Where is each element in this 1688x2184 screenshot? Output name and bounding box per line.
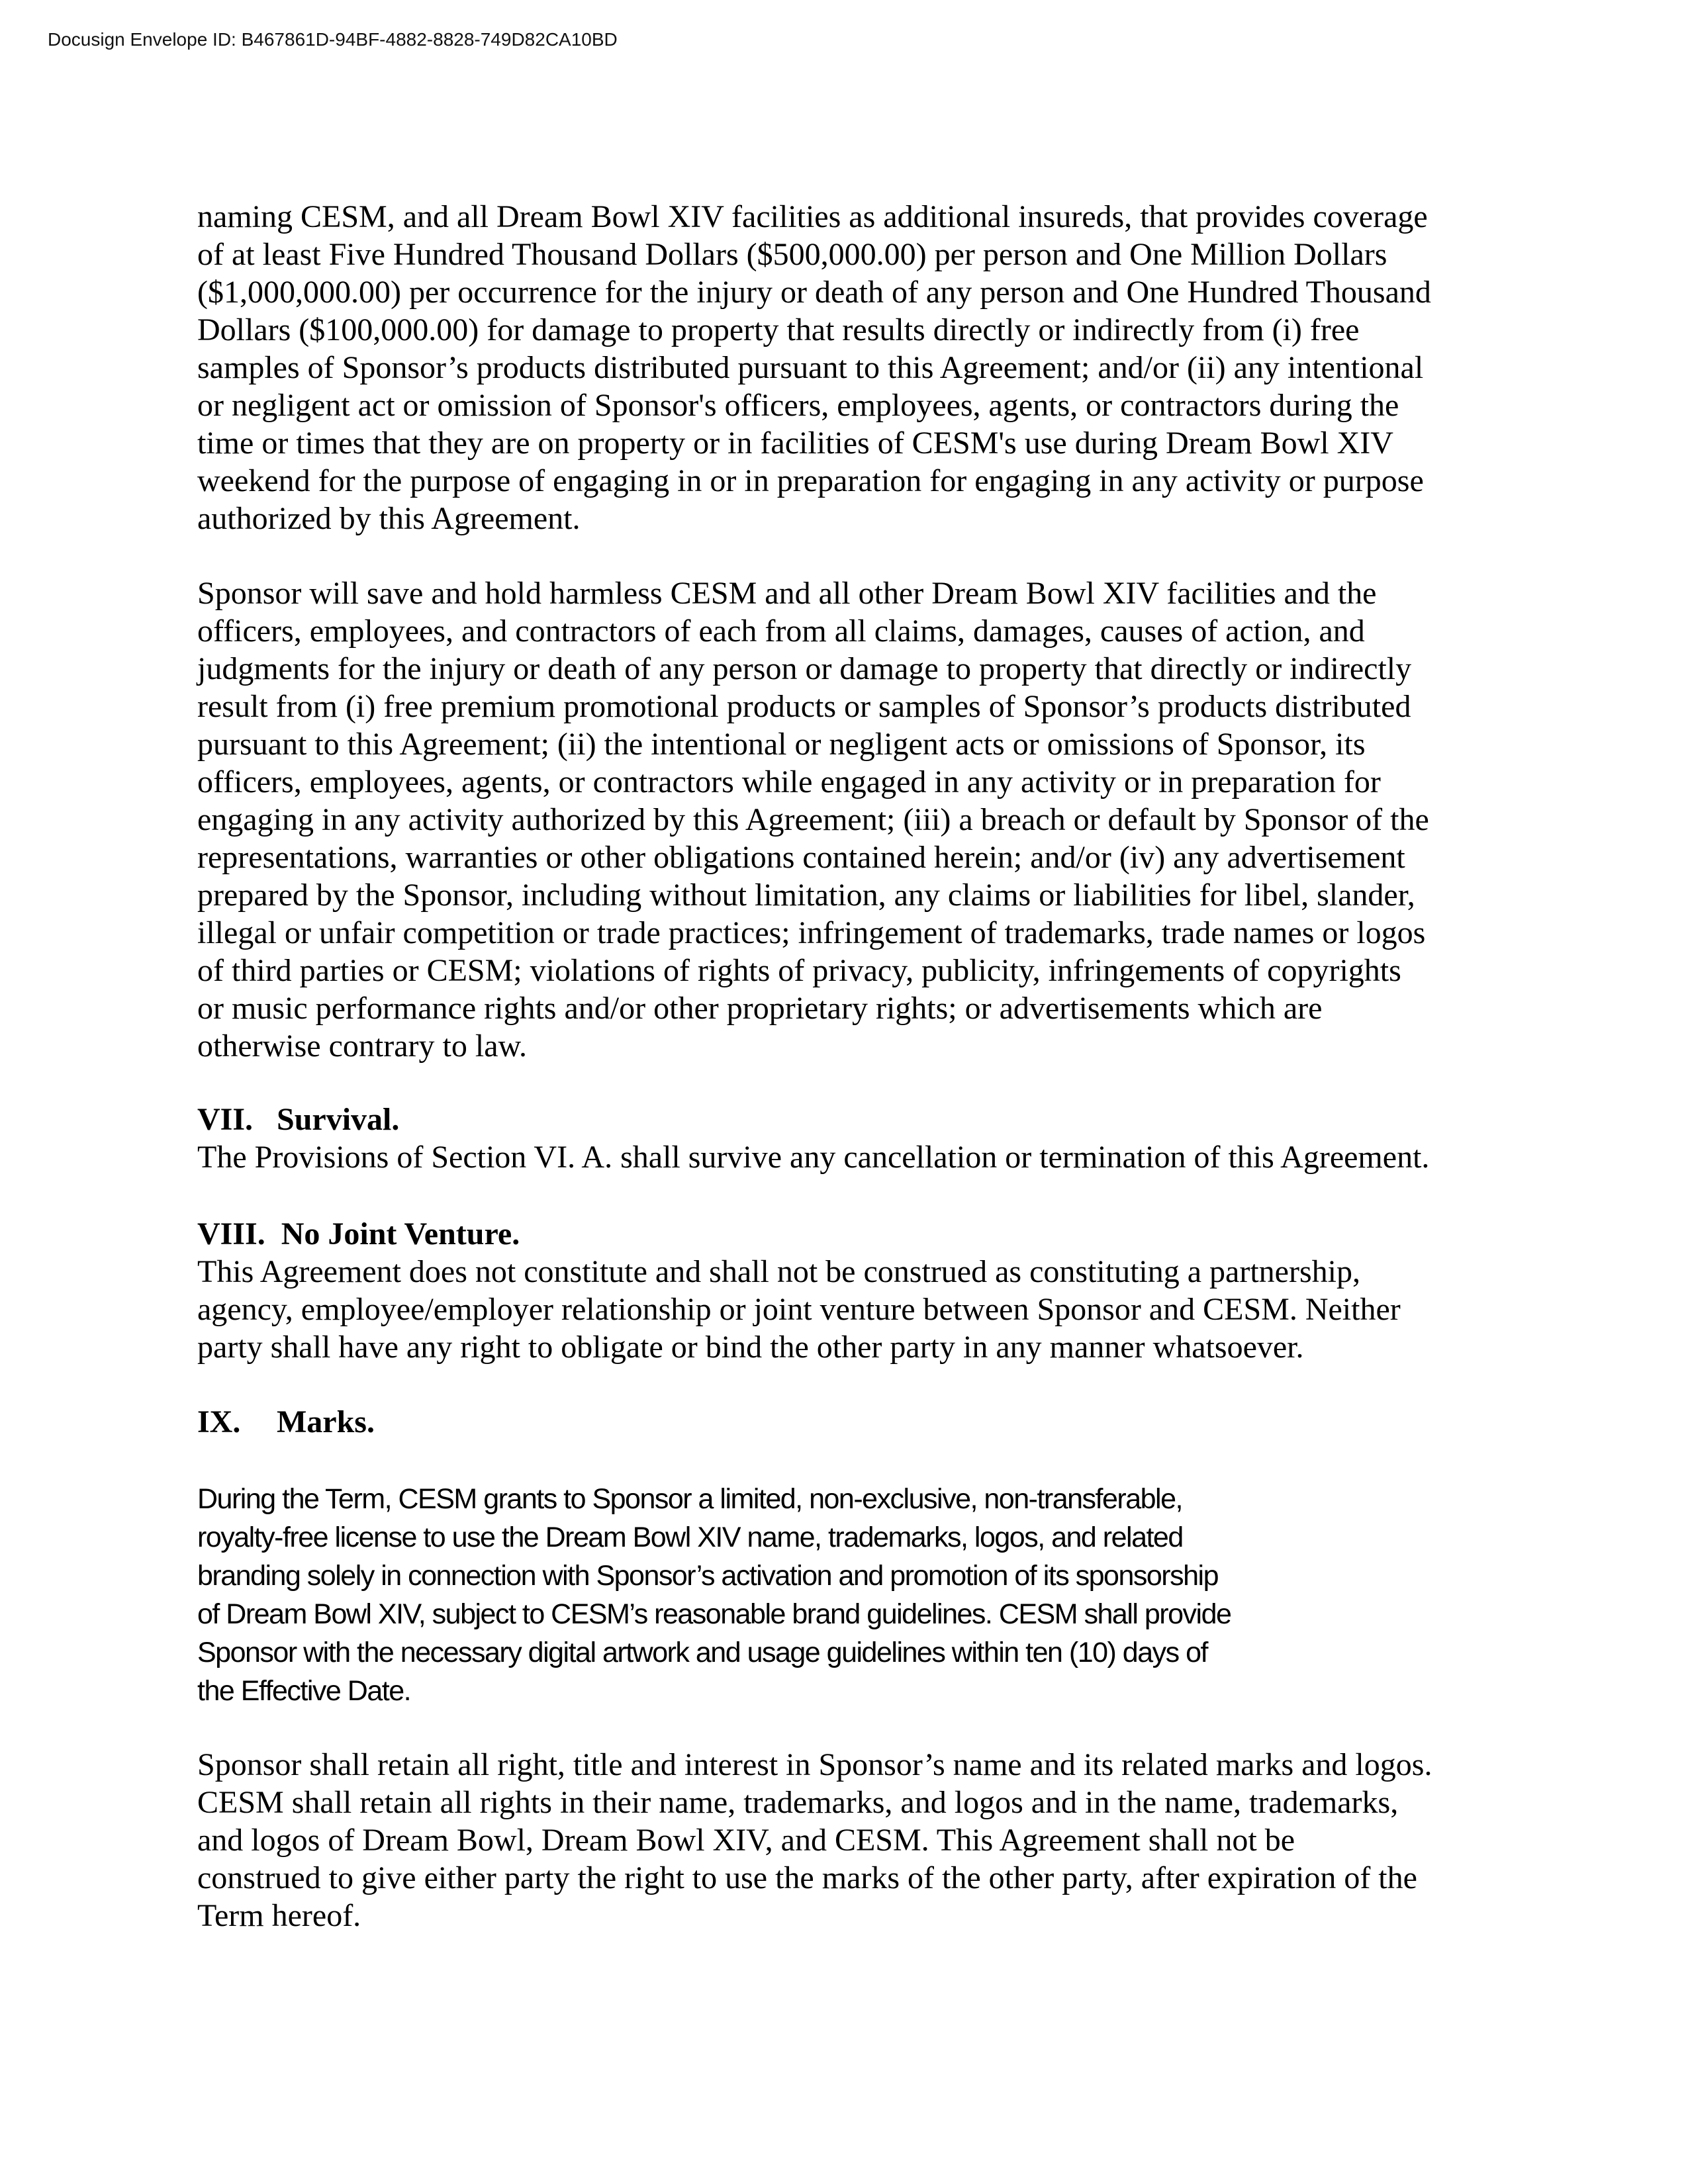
text-line: the Effective Date. [197, 1675, 411, 1707]
section-survival [197, 1101, 1495, 1176]
section-no-joint-venture [197, 1215, 1495, 1366]
section-title: No Joint Venture. [281, 1216, 520, 1251]
section-title: Survival. [277, 1102, 400, 1137]
text-line: and logos of Dream Bowl, Dream Bowl XIV, and CESM. This Agreement shall not be [197, 1823, 1295, 1858]
text-line: Sponsor with the necessary digital artwork and usage guidelines within ten (10) days of [197, 1637, 1207, 1668]
insurance-paragraph [197, 198, 1495, 537]
section-heading [197, 1101, 1495, 1138]
text-line: Sponsor will save and hold harmless CESM and all other Dream Bowl XIV facilities and the [197, 576, 1377, 611]
section-number: VII. [197, 1102, 254, 1137]
text-line: The Provisions of Section VI. A. shall survive any cancellation or termination of this Agreement. [197, 1140, 1430, 1175]
text-line: construed to give either party the right to use the marks of the other party, after expiration of the [197, 1860, 1417, 1895]
text-line: party shall have any right to obligate or bind the other party in any manner whatsoever. [197, 1330, 1304, 1365]
text-line: representations, warranties or other obligations contained herein; and/or (iv) any advertisement [197, 840, 1405, 875]
text-line: branding solely in connection with Sponsor’s activation and promotion of its sponsorship [197, 1560, 1218, 1592]
indemnification-paragraph [197, 574, 1495, 1065]
text-line: Term hereof. [197, 1898, 361, 1933]
text-line: otherwise contrary to law. [197, 1028, 528, 1064]
section-number: IX. [197, 1404, 241, 1439]
text-line: or music performance rights and/or other proprietary rights; or advertisements which are [197, 991, 1323, 1026]
section-title: Marks. [277, 1404, 375, 1439]
text-line: time or times that they are on property or in facilities of CESM's use during Dream Bowl XIV [197, 426, 1393, 461]
text-line: officers, employees, agents, or contractors while engaged in any activity or in preparation for [197, 764, 1381, 799]
text-line: agency, employee/employer relationship or joint venture between Sponsor and CESM. Neither [197, 1292, 1401, 1327]
text-line: or negligent act or omission of Sponsor's officers, employees, agents, or contractors during the [197, 388, 1399, 423]
text-line: samples of Sponsor’s products distributed pursuant to this Agreement; and/or (ii) any intentional [197, 350, 1424, 385]
text-line: pursuant to this Agreement; (ii) the intentional or negligent acts or omissions of Sponsor, its [197, 727, 1366, 762]
text-line: This Agreement does not constitute and shall not be construed as constituting a partnership, [197, 1254, 1360, 1289]
text-line: Sponsor shall retain all right, title and interest in Sponsor’s name and its related marks and logos. [197, 1747, 1432, 1782]
text-line: officers, employees, and contractors of each from all claims, damages, causes of action, and [197, 614, 1365, 649]
section-marks [197, 1403, 1495, 1441]
text-line: authorized by this Agreement. [197, 501, 581, 536]
text-line: weekend for the purpose of engaging in or in preparation for engaging in any activity or purpose [197, 463, 1424, 498]
text-line: CESM shall retain all rights in their name, trademarks, and logos and in the name, trademarks, [197, 1785, 1399, 1820]
section-heading [197, 1403, 1495, 1441]
text-line: of at least Five Hundred Thousand Dollars ($500,000.00) per person and One Million Dollars [197, 237, 1387, 272]
text-line: prepared by the Sponsor, including without limitation, any claims or liabilities for libel, slander, [197, 878, 1415, 913]
text-line: naming CESM, and all Dream Bowl XIV facilities as additional insureds, that provides coverage [197, 199, 1428, 234]
text-line: During the Term, CESM grants to Sponsor a limited, non-exclusive, non-transferable, [197, 1483, 1182, 1515]
text-line: of Dream Bowl XIV, subject to CESM’s reasonable brand guidelines. CESM shall provide [197, 1598, 1231, 1630]
text-line: of third parties or CESM; violations of rights of privacy, publicity, infringements of copyrights [197, 953, 1401, 988]
section-heading [197, 1215, 1495, 1253]
text-line: illegal or unfair competition or trade practices; infringement of trademarks, trade names or logos [197, 915, 1426, 950]
text-line: Dollars ($100,000.00) for damage to property that results directly or indirectly from (i) free [197, 312, 1360, 347]
text-line: engaging in any activity authorized by this Agreement; (iii) a breach or default by Sponsor of the [197, 802, 1429, 837]
docusign-envelope-id: Docusign Envelope ID: B467861D-94BF-4882-8828-749D82CA10BD [48, 29, 618, 50]
text-line: royalty-free license to use the Dream Bowl XIV name, trademarks, logos, and related [197, 1522, 1183, 1553]
text-line: judgments for the injury or death of any person or damage to property that directly or indirectly [197, 651, 1412, 686]
text-line: ($1,000,000.00) per occurrence for the injury or death of any person and One Hundred Thousand [197, 275, 1431, 310]
marks-retention-paragraph [197, 1746, 1495, 1934]
text-line: result from (i) free premium promotional products or samples of Sponsor’s products distributed [197, 689, 1411, 724]
marks-license-paragraph [197, 1480, 1495, 1710]
section-number: VIII. [197, 1216, 265, 1251]
